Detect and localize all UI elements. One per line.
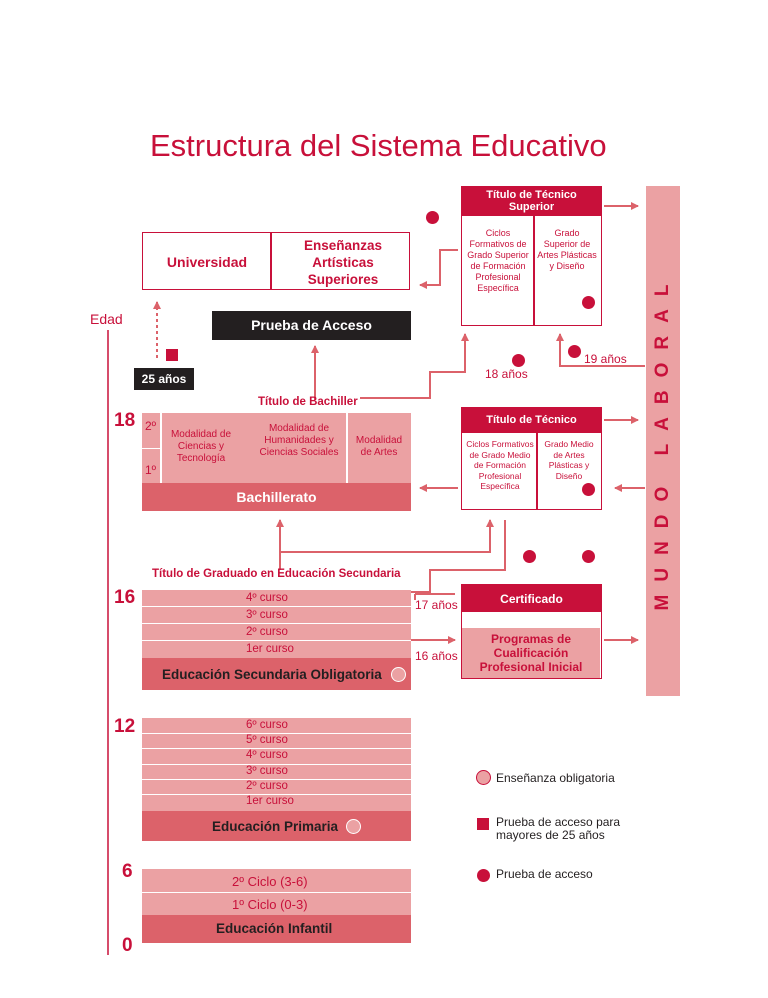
grado-superior-artes: Grado Superior de Artes Plásticas y Diseño xyxy=(537,228,597,271)
age-6: 6 xyxy=(122,861,133,882)
prim-curso-2: 2º curso xyxy=(246,780,288,792)
prueba-dot xyxy=(523,550,536,563)
titulo-bachiller: Título de Bachiller xyxy=(258,396,358,408)
primaria-name: Educación Primaria xyxy=(212,819,339,834)
eso-curso-4: 4º curso xyxy=(246,592,288,604)
prueba-dot xyxy=(582,550,595,563)
eso-curso-2: 2º curso xyxy=(246,626,288,638)
obligatoria-dot xyxy=(391,667,406,682)
infantil-bar xyxy=(142,915,411,943)
tecnico-superior-title: Título de Técnico Superior xyxy=(486,189,577,213)
legend-obligatoria-icon xyxy=(476,770,491,785)
bach-course-1: 1º xyxy=(145,463,157,477)
legend-prueba25-icon xyxy=(477,818,489,830)
prueba-dot xyxy=(582,483,595,496)
age-16-label: 16 años xyxy=(415,649,458,663)
bachillerato-bar: Bachillerato xyxy=(142,483,411,511)
primaria-cursos xyxy=(142,718,411,811)
certificado-label: Certificado xyxy=(500,592,563,606)
eso-cursos xyxy=(142,590,411,658)
divider xyxy=(160,413,162,483)
divider xyxy=(533,216,535,325)
legend-prueba-icon xyxy=(477,869,490,882)
modalidad-artes: Modalidad de Artes xyxy=(355,435,403,458)
page-title: Estructura del Sistema Educativo xyxy=(150,128,607,163)
age-0: 0 xyxy=(122,935,133,956)
grado-medio-artes: Grado Medio de Artes Plásticas y Diseño xyxy=(544,439,594,481)
infantil-ciclo-2: 2º Ciclo (3-6) xyxy=(232,874,308,889)
certificado-header xyxy=(461,584,602,612)
age-18: 18 xyxy=(114,410,136,431)
legend-obligatoria: Enseñanza obligatoria xyxy=(496,771,615,785)
prim-curso-6: 6º curso xyxy=(246,719,288,731)
pcpi-box xyxy=(461,611,602,679)
divider xyxy=(142,892,411,893)
universidad-box xyxy=(142,232,410,290)
age-16: 16 xyxy=(114,587,136,608)
prim-curso-4: 4º curso xyxy=(246,749,288,761)
ciclos-superior: Ciclos Formativos de Grado Superior de Formación Profesional Específica xyxy=(467,228,529,293)
obligatoria-dot xyxy=(346,819,361,834)
age-25-label: 25 años xyxy=(134,368,194,390)
bach-course-2: 2º xyxy=(145,419,157,433)
eso-curso-1: 1er curso xyxy=(246,643,294,655)
modalidad-humanidades: Modalidad de Humanidades y Ciencias Sociales xyxy=(259,423,339,458)
mundo-laboral-label: MUNDO LABORAL xyxy=(652,271,673,611)
divider xyxy=(142,448,160,449)
ciclos-medio: Ciclos Formativos de Grado Medio de Formación Profesional Específica xyxy=(466,439,534,491)
eso-bar xyxy=(142,658,411,690)
divider xyxy=(142,640,411,641)
pcpi-label: Programas de Cualificación Profesional Inicial xyxy=(479,632,583,674)
age-18-label: 18 años xyxy=(485,367,528,381)
bachillerato-modalidades xyxy=(142,413,411,483)
age-17-label: 17 años xyxy=(415,598,458,612)
edad-label: Edad xyxy=(90,311,123,327)
primaria-bar xyxy=(142,811,411,841)
tecnico-box xyxy=(461,432,602,510)
infantil-ciclos xyxy=(142,869,411,915)
divider xyxy=(142,606,411,607)
prim-curso-1: 1er curso xyxy=(246,795,294,807)
tecnico-title: Título de Técnico xyxy=(486,414,577,426)
tecnico-superior-box xyxy=(461,215,602,326)
modalidad-ciencias: Modalidad de Ciencias y Tecnología xyxy=(170,429,232,464)
titulo-graduado: Título de Graduado en Educación Secundaria xyxy=(152,568,401,580)
square-marker xyxy=(166,349,178,361)
divider xyxy=(536,433,538,509)
tecnico-header xyxy=(461,407,602,433)
prueba-dot xyxy=(568,345,581,358)
prim-curso-5: 5º curso xyxy=(246,734,288,746)
prueba-acceso-bar: Prueba de Acceso xyxy=(212,311,411,340)
infantil-name: Educación Infantil xyxy=(216,921,333,936)
eso-name: Educación Secundaria Obligatoria xyxy=(162,667,382,682)
ensenanzas-label: Enseñanzas Artísticas Superiores xyxy=(303,238,383,287)
legend-prueba: Prueba de acceso xyxy=(496,867,593,881)
legend-prueba25: Prueba de acceso para mayores de 25 años xyxy=(496,815,621,842)
divider xyxy=(270,233,272,289)
divider xyxy=(346,413,348,483)
age-12: 12 xyxy=(114,716,136,737)
prim-curso-3: 3º curso xyxy=(246,765,288,777)
prueba-dot xyxy=(426,211,439,224)
prueba-dot xyxy=(582,296,595,309)
age-19-label: 19 años xyxy=(584,352,627,366)
universidad-label: Universidad xyxy=(166,254,248,270)
divider xyxy=(142,623,411,624)
infantil-ciclo-1: 1º Ciclo (0-3) xyxy=(232,897,308,912)
eso-curso-3: 3º curso xyxy=(246,609,288,621)
tecnico-superior-header xyxy=(461,186,602,216)
prueba-dot xyxy=(512,354,525,367)
